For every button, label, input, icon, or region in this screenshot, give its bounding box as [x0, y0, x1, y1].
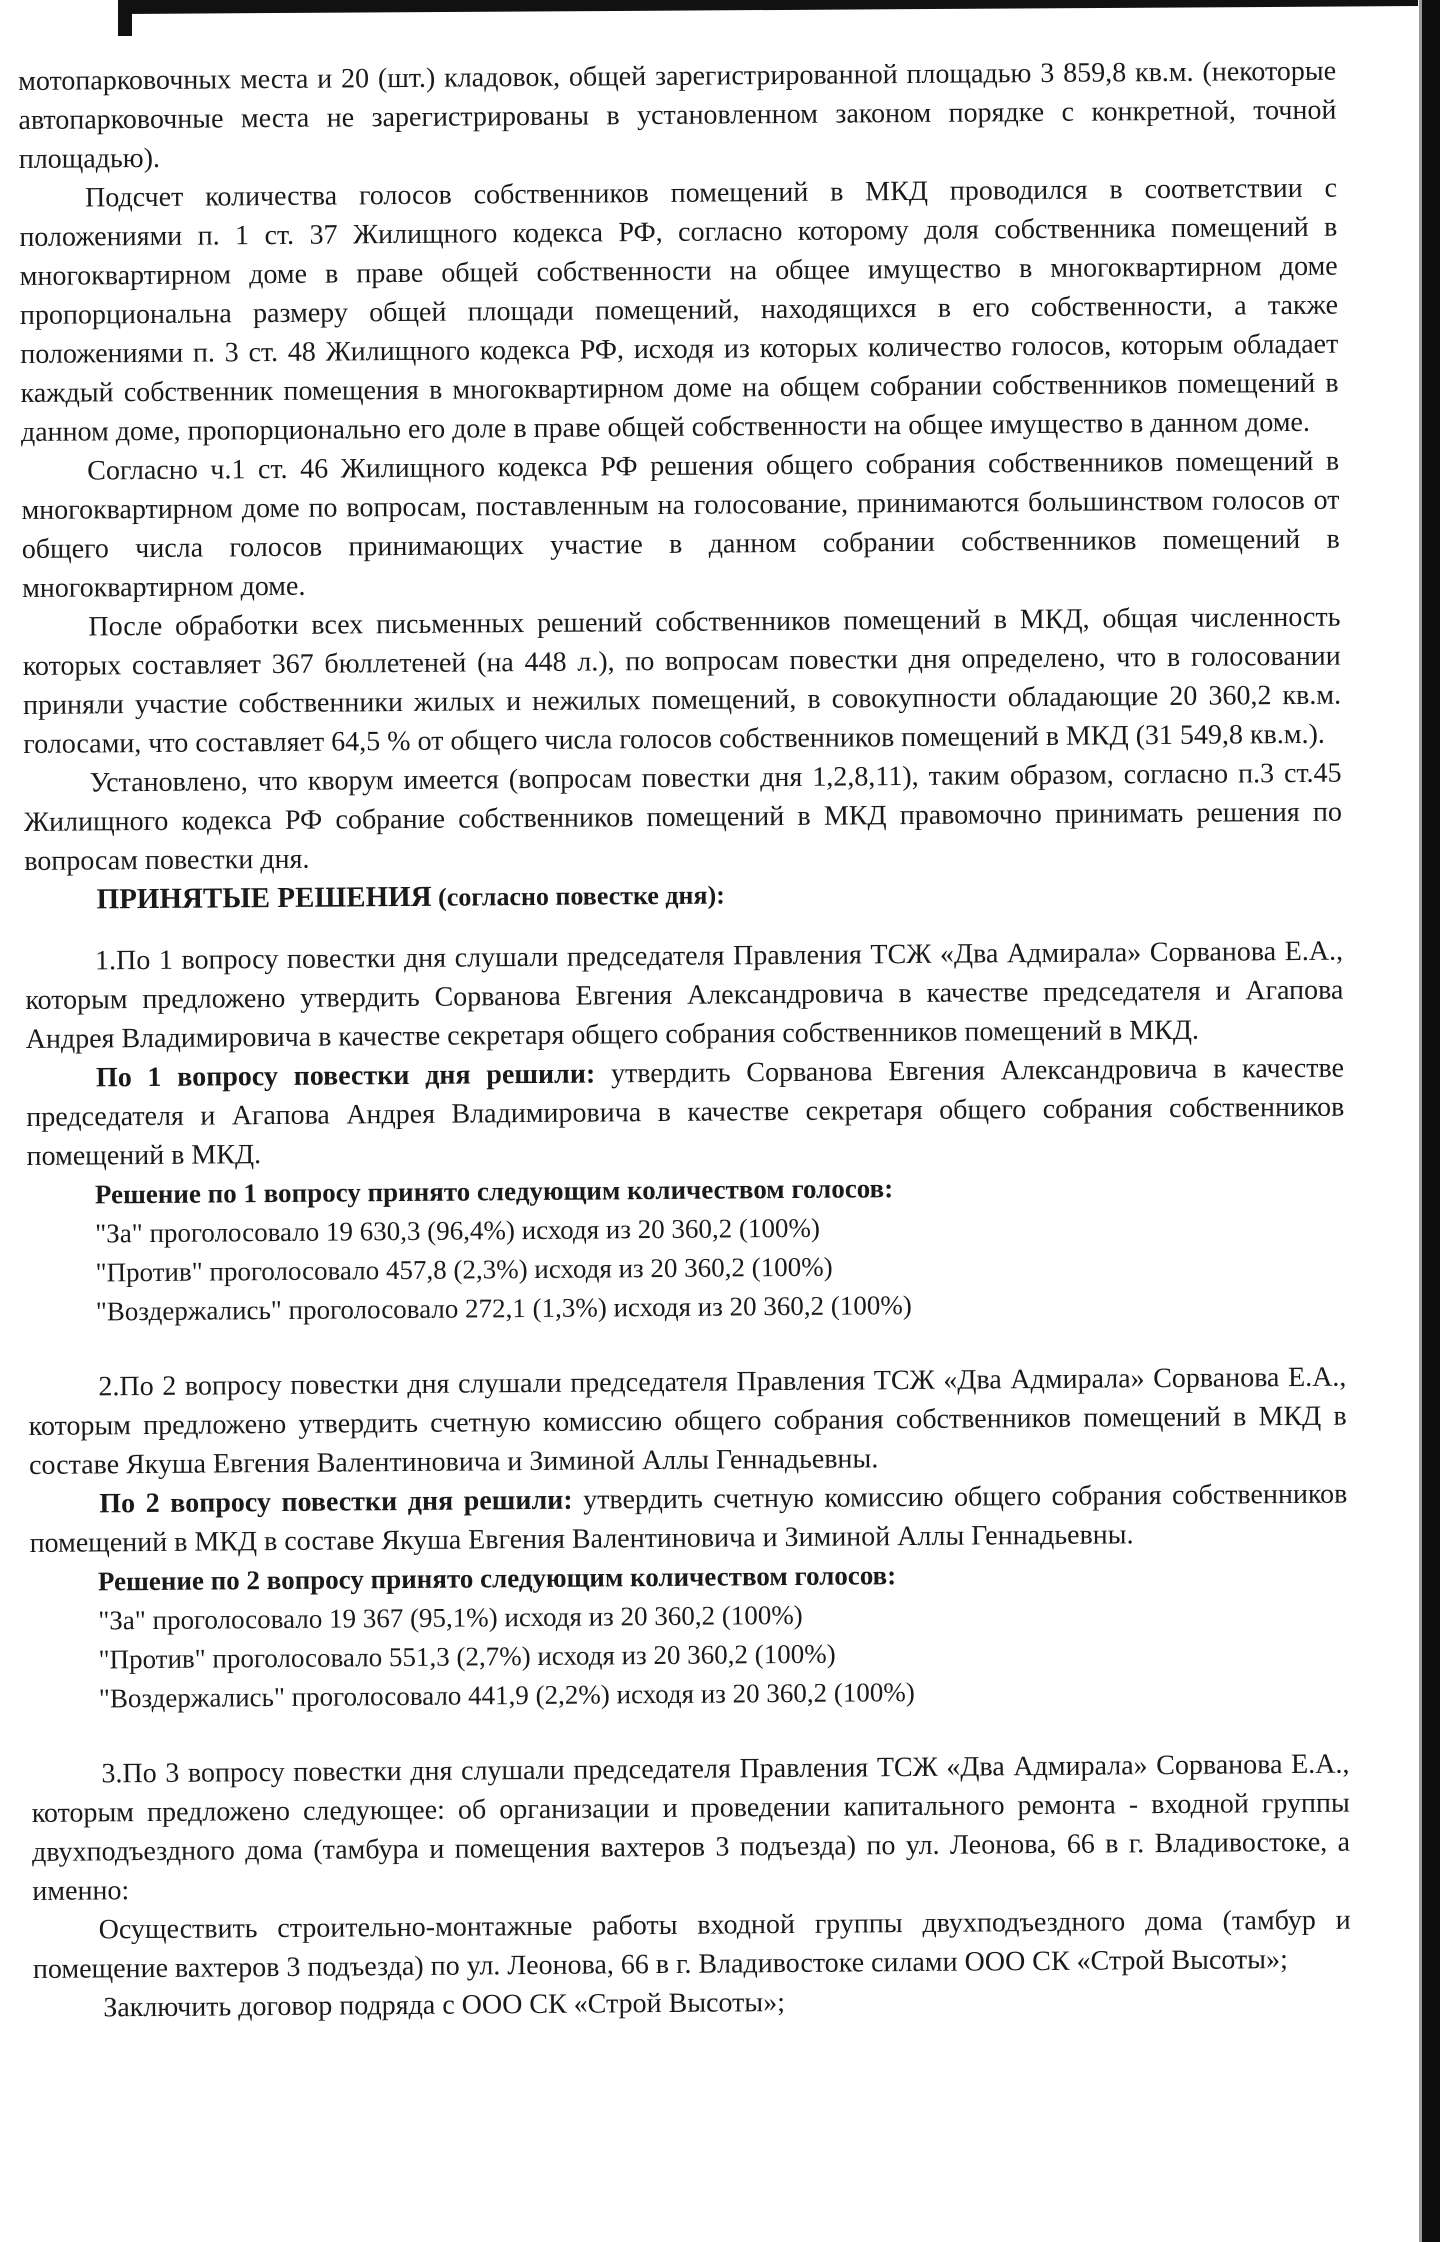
item-1-vote-abstain: "Воздержались" проголосовало 272,1 (1,3%) исходя из 20 360,2 (100%) — [95, 1290, 912, 1327]
vote-count-method-paragraph: Подсчет количества голосов собственников помещений в МКД проводился в соответствии с положениями п. 1 ст. 37 Жилищного кодекса РФ, согласно которому доля собственника помещений в многоквартирном доме в праве общей собственности на общее имущество в многоквартирном доме пропорциональна размеру общей площади помещений, находящихся в его собственности, а также положениями п. 3 ст. 48 Жилищного кодекса РФ, исходя из которых количество голосов, которым обладает каждый собственник помещения в многоквартирном доме на общем собрании собственников помещений в данном доме, пропорционально его доле в праве общей собственности на общее имущество в данном доме. — [19, 172, 1339, 448]
item-1-vote-title: Решение по 1 вопросу принято следующим количеством голосов: — [94, 1173, 894, 1210]
intro-continuation: мотопарковочных места и 20 (шт.) кладовок, общей зарегистрированной площадью 3 859,8 кв.м. (некоторые автопарковочные места не зарегистрированы в установленном законом порядке с конкретной, точной площадью). — [18, 55, 1337, 175]
item-1-vote-against: "Против" проголосовало 457,8 (2,3%) исходя из 20 360,2 (100%) — [95, 1251, 833, 1288]
item-1-decided — [26, 1049, 1345, 1176]
item-2-decided-text: утвердить счетную комиссию общего собрания собственников помещений в МКД в составе Якуша Евгения Валентиновича и Зиминой Аллы Геннадьевны. — [29, 1478, 1348, 1559]
item-2-vote-for: "За" проголосовало 19 367 (95,1%) исходя из 20 360,2 (100%) — [98, 1599, 803, 1636]
quorum-paragraph: Установлено, что кворум имеется (вопросам повестки дня 1,2,8,11), таким образом, согласно п.3 ст.45 Жилищного кодекса РФ собрание собственников помещений в МКД правомочно принимать решения по вопросам повестки дня. — [23, 757, 1343, 877]
scan-edge-corner — [118, 0, 132, 36]
item-3-action-works: Осуществить строительно-монтажные работы входной группы двухподъездного дома (тамбур и помещение вахтеров 3 подъезда) по ул. Леонова, 66 в г. Владивостоке силами ООО СК «Строй Высоты»; — [32, 1904, 1351, 1985]
participation-paragraph: После обработки всех письменных решений собственников помещений в МКД, общая численность которых составляет 367 бюллетеней (на 448 л.), по вопросам повестки дня определено, что в голосовании приняли участие собственники жилых и нежилых помещений, в совокупности обладающие 20 360,2 кв.м. голосами, что составляет 64,5 % от общего числа голосов собственников помещений в МКД (31 549,8 кв.м.). — [22, 601, 1342, 760]
item-1-decided-label: По 1 вопросу повестки дня решили: — [95, 1058, 596, 1094]
scan-edge-right — [1422, 0, 1440, 2242]
decisions-heading-sub: (согласно повестке дня): — [431, 880, 725, 912]
item-1-vote-for: "За" проголосовало 19 630,3 (96,4%) исходя из 20 360,2 (100%) — [95, 1212, 821, 1249]
scan-edge-top — [118, 0, 1418, 14]
item-2-heard: 2.По 2 вопросу повестки дня слушали председателя Правления ТСЖ «Два Адмирала» Сорванова Е.А., которым предложено утвердить счетную комиссию общего собрания собственников помещений в МКД в составе Якуша Евгения Валентиновича и Зиминой Аллы Геннадьевны. — [28, 1361, 1347, 1481]
item-2-vote-title: Решение по 2 вопросу принято следующим количеством голосов: — [97, 1560, 897, 1597]
item-2-decided — [29, 1475, 1348, 1563]
item-2-decided-label: По 2 вопросу повестки дня решили: — [99, 1484, 573, 1520]
scan-edge-right-shadow — [1419, 0, 1422, 2242]
item-3-heard: 3.По 3 вопросу повестки дня слушали председателя Правления ТСЖ «Два Адмирала» Сорванова Е.А., которым предложено следующее: об организации и проведении капитального ремонта - входной группы двухподъездного дома (тамбура и помещения вахтеров 3 подъезда) по ул. Леонова, 66 в г. Владивостоке, а именно: — [31, 1748, 1351, 1907]
item-2-vote-abstain: "Воздержались" проголосовало 441,9 (2,2%) исходя из 20 360,2 (100%) — [98, 1677, 915, 1714]
decision-rule-paragraph: Согласно ч.1 ст. 46 Жилищного кодекса РФ решения общего собрания собственников помещений в многоквартирном доме по вопросам, поставленным на голосование, принимаются большинством голосов от общего числа голосов принимающих участие в данном собрании собственников помещений в многоквартирном доме. — [21, 445, 1340, 604]
document-page — [18, 52, 1351, 2028]
decisions-heading-main: ПРИНЯТЫЕ РЕШЕНИЯ — [96, 880, 432, 916]
item-2-vote-against: "Против" проголосовало 551,3 (2,7%) исходя из 20 360,2 (100%) — [98, 1638, 836, 1675]
item-1-heard: 1.По 1 вопросу повестки дня слушали председателя Правления ТСЖ «Два Адмирала» Сорванова Е.А., которым предложено утвердить Сорванова Евгения Александровича в качестве председателя и Агапова Андрея Владимировича в качестве секретаря общего собрания собственников помещений в МКД. — [25, 935, 1344, 1055]
item-1-decided-text: утвердить Сорванова Евгения Александровича в качестве председателя и Агапова Андрея Владимировича в качестве секретаря общего собрания собственников помещений в МКД. — [26, 1052, 1345, 1172]
item-3-action-contract: Заключить договор подряда с ООО СК «Строй Высоты»; — [103, 1987, 786, 2024]
